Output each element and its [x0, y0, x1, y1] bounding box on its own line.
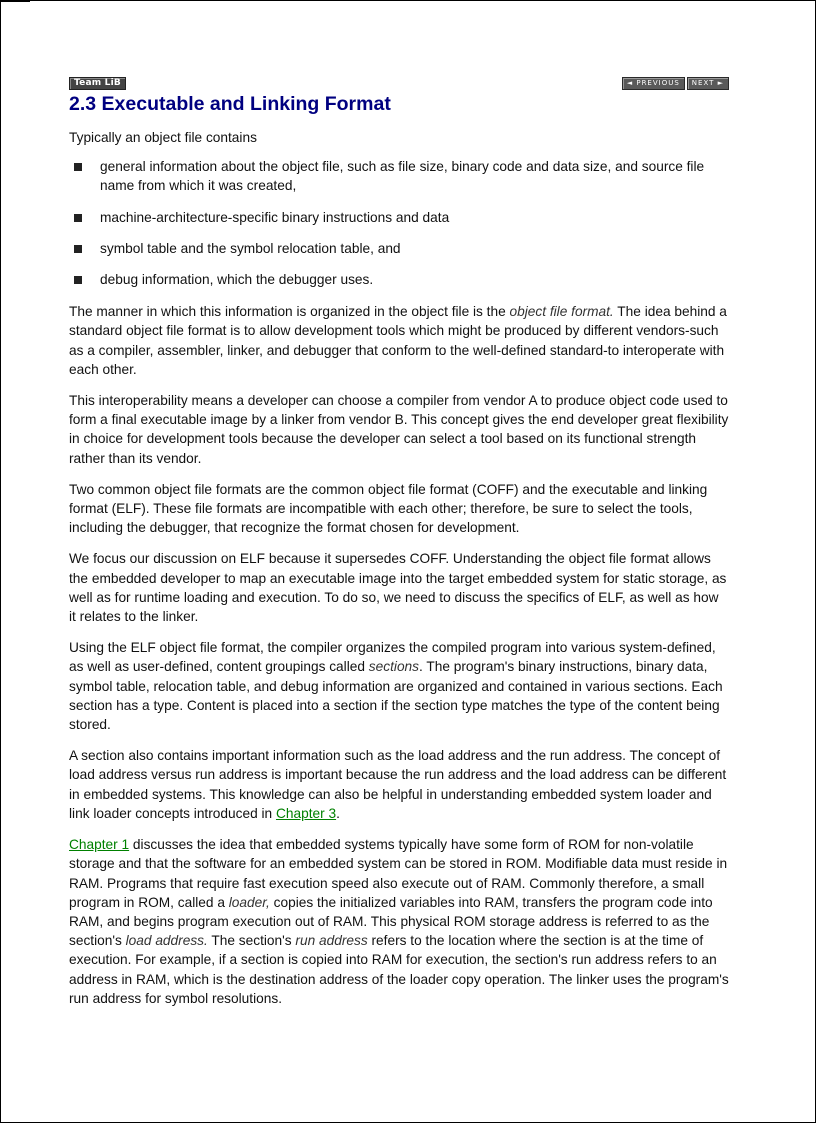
- paragraph-elf-focus: We focus our discussion on ELF because it supersedes COFF. Understanding the object file format allows the embedded developer to map an executable image into the target embedded system for static storage, as well as for runtime loading and execution. To do so, we need to discuss the specifics of ELF, as well as how it relates to the linker.: [69, 551, 727, 625]
- paragraph-coff-elf: Two common object file formats are the common object file format (COFF) and the executable and linking format (ELF). These file formats are incompatible with each other; therefore, be sure to select the tools, including the debugger, that recognize the format chosen for development.: [69, 481, 708, 536]
- square-bullet-icon: [74, 214, 82, 222]
- top-navigation-bar: [69, 77, 729, 90]
- list-item: [69, 157, 729, 195]
- paragraph-object-file-format: [69, 302, 729, 379]
- paragraph-load-run-address: [69, 746, 729, 823]
- corner-mark: [0, 0, 30, 2]
- text: discusses the idea that embedded systems typically have some form of ROM for non-volatile storage and that the software for an embedded system can be stored in ROM. Modifiable data must reside in RAM. Programs that require fast execution speed also execute out of RAM. Commonly therefore, a small program in ROM, called a: [69, 837, 728, 910]
- list-item: [69, 270, 729, 289]
- document-body: [69, 77, 729, 1008]
- chapter-3-link[interactable]: Chapter 3: [275, 805, 337, 821]
- square-bullet-icon: [74, 276, 82, 284]
- intro-paragraph: Typically an object file contains: [69, 130, 257, 145]
- next-button[interactable]: NEXT ►: [687, 77, 729, 90]
- list-item-text: symbol table and the symbol relocation table, and: [100, 240, 401, 256]
- section-title: 2.3 Executable and Linking Format: [69, 93, 391, 115]
- paragraph-rom-ram: [69, 835, 729, 1008]
- text: A section also contains important information such as the load address and the run address. The concept of load address versus run address is important because the run address and the load address can be different in embedded systems. This knowledge can also be helpful in understanding embedded system loader and link loader concepts introduced in: [69, 748, 727, 821]
- term-loader: loader,: [228, 894, 270, 910]
- text: The section's: [207, 933, 296, 949]
- text: Using the ELF object file format, the compiler organizes the compiled program into various system-defined, as well as user-defined, content groupings called: [69, 640, 716, 675]
- term-load-address: load address.: [125, 933, 208, 949]
- text: . The program's binary instructions, binary data, symbol table, relocation table, and debug information are organized and contained in various sections. Each section has a type. Content is placed into a section if the section type matches the type of the content being stored.: [69, 659, 723, 733]
- previous-button[interactable]: ◄ PREVIOUS: [622, 77, 685, 90]
- square-bullet-icon: [74, 163, 82, 171]
- list-item: [69, 208, 729, 227]
- text: copies the initialized variables into RAM, transfers the program code into RAM, and begins program execution out of RAM. This physical ROM storage address is referred to as the section's: [69, 894, 713, 949]
- chapter-1-link[interactable]: Chapter 1: [69, 837, 130, 853]
- object-file-contents-list: [69, 157, 729, 289]
- list-item-text: debug information, which the debugger uses.: [100, 272, 374, 288]
- term-run-address: run address: [295, 933, 368, 949]
- list-item: [69, 239, 729, 258]
- text: The idea behind a standard object file format is to allow development tools which might be produced by different vendors-such as a compiler, assembler, linker, and debugger that conform to the well-defined standard-to interoperate with each other.: [69, 304, 727, 377]
- term-sections: sections: [368, 659, 420, 675]
- square-bullet-icon: [74, 245, 82, 253]
- list-item-text: general information about the object file, such as file size, binary code and data size, and source file name from which it was created,: [100, 159, 705, 194]
- term-object-file-format: object file format.: [509, 304, 614, 320]
- text: The manner in which this information is organized in the object file is the: [69, 304, 510, 320]
- page-navigation: [622, 77, 729, 90]
- team-lib-logo[interactable]: Team LiB: [69, 77, 126, 90]
- paragraph-interoperability: This interoperability means a developer can choose a compiler from vendor A to produce object code used to form a final executable image by a linker from vendor B. This concept gives the end developer great flexibility in choice for development tools because the developer can select a tool based on its functional strength rather than its vendor.: [69, 393, 729, 466]
- list-item-text: machine-architecture-specific binary instructions and data: [100, 209, 450, 225]
- text: .: [336, 805, 340, 821]
- paragraph-sections: [69, 638, 729, 734]
- text: refers to the location where the section is at the time of execution. For example, if a section is copied into RAM for execution, the section's run address refers to an address in RAM, which is the destination address of the loader copy operation. The linker uses the program's run address for symbol resolutions.: [69, 933, 729, 1006]
